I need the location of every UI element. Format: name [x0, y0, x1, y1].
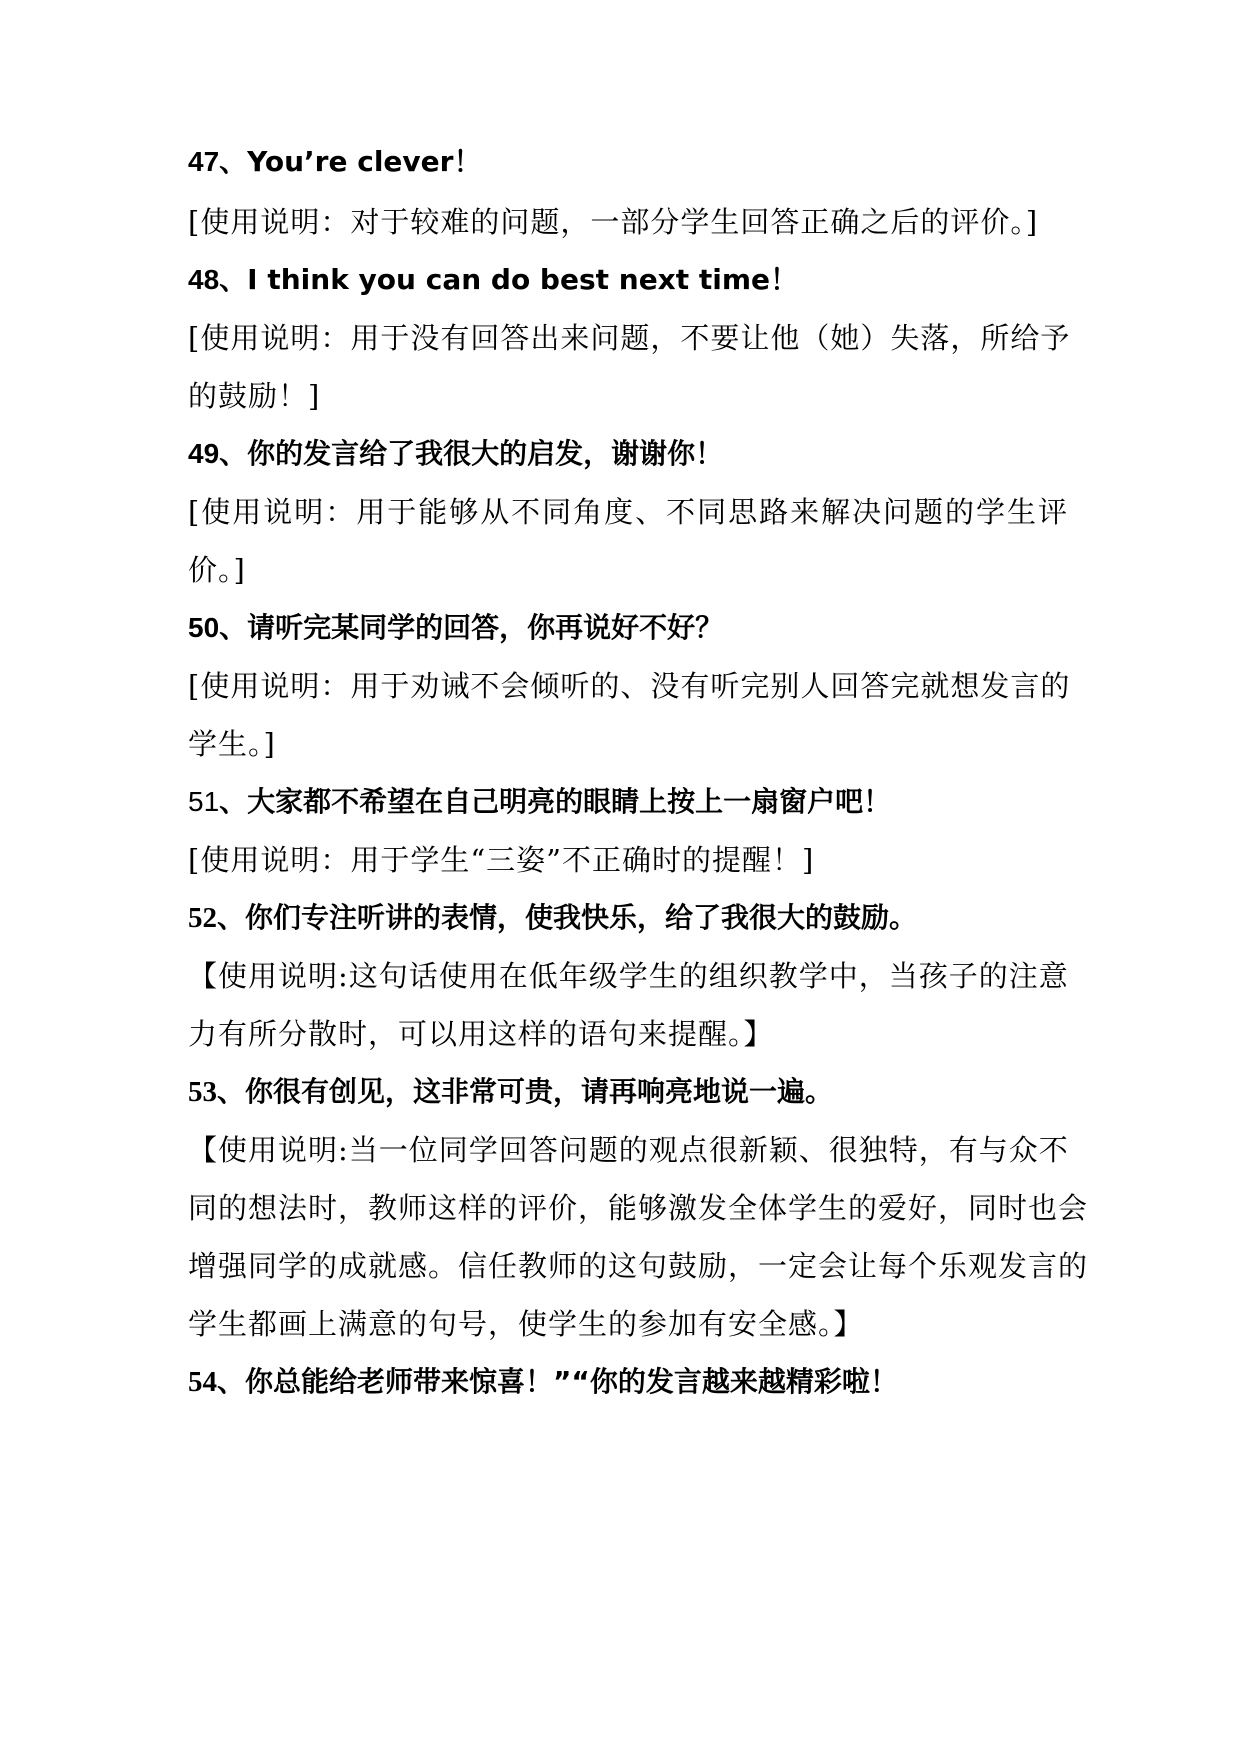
item-description: 力有所分散时，可以用这样的语句来提醒。】 [188, 1017, 774, 1051]
item-separator: 、 [219, 611, 248, 644]
item-number: 49 [188, 438, 220, 469]
item-description: [使用说明：对于较难的问题，一部分学生回答正确之后的评价。] [188, 205, 1039, 239]
item-description: 【使用说明:当一位同学回答问题的观点很新颖、很独特，有与众不 [188, 1133, 1069, 1167]
item-description: [使用说明：用于学生“三姿”不正确时的提醒！] [188, 843, 815, 877]
item-heading [188, 608, 1068, 648]
item-description: 同的想法时，教师这样的评价，能够激发全体学生的爱好，同时也会 [188, 1191, 1089, 1225]
item-description: [使用说明：用于劝诫不会倾听的、没有听完别人回答完就想发言的 [188, 669, 1071, 703]
item-separator: 、 [219, 145, 248, 178]
item-phrase: 你们专注听讲的表情，使我快乐，给了我很大的鼓励。 [245, 901, 918, 934]
item-description: [使用说明：用于能够从不同角度、不同思路来解决问题的学生评 [188, 495, 1068, 529]
item-description: 的鼓励！] [188, 379, 321, 413]
item-separator: 、 [219, 263, 248, 296]
item-number: 53 [188, 1076, 217, 1108]
item-heading [188, 1072, 1068, 1112]
item-number: 54 [188, 1366, 217, 1398]
item-description: 【使用说明:这句话使用在低年级学生的组织教学中，当孩子的注意 [188, 959, 1069, 993]
item-number: 50 [188, 612, 220, 643]
item-phrase: 你总能给老师带来惊喜！”“你的发言越来越精彩啦！ [245, 1365, 898, 1398]
item-separator: 、 [217, 1075, 246, 1108]
item-phrase: 你的发言给了我很大的启发，谢谢你！ [247, 437, 724, 470]
item-separator: 、 [217, 901, 246, 934]
item-description: 价。] [188, 553, 246, 587]
item-heading [188, 1362, 1068, 1402]
item-heading [188, 260, 1068, 300]
item-heading [188, 434, 1068, 474]
item-description: 学生。] [188, 727, 276, 761]
item-heading [188, 142, 1068, 182]
item-phrase: I think you can do best next time！ [247, 263, 799, 296]
item-number: 52 [188, 902, 217, 934]
item-heading [188, 898, 1068, 938]
item-phrase: 大家都不希望在自己明亮的眼睛上按上一扇窗户吧！ [247, 785, 892, 818]
item-phrase: You’re clever！ [247, 145, 482, 178]
item-phrase: 请听完某同学的回答，你再说好不好？ [247, 611, 724, 644]
item-separator: 、 [217, 1365, 246, 1398]
item-heading [188, 782, 1068, 822]
item-separator: 、 [219, 785, 248, 818]
item-description: 增强同学的成就感。信任教师的这句鼓励，一定会让每个乐观发言的 [188, 1249, 1089, 1283]
item-description: [使用说明：用于没有回答出来问题，不要让他（她）失落，所给予 [188, 321, 1071, 355]
item-phrase: 你很有创见，这非常可贵，请再响亮地说一遍。 [245, 1075, 834, 1108]
item-number: 51 [188, 786, 220, 817]
item-separator: 、 [219, 437, 248, 470]
item-number: 48 [188, 264, 220, 295]
item-description: 学生都画上满意的句号，使学生的参加有安全感。】 [188, 1307, 864, 1341]
item-number: 47 [188, 146, 220, 177]
